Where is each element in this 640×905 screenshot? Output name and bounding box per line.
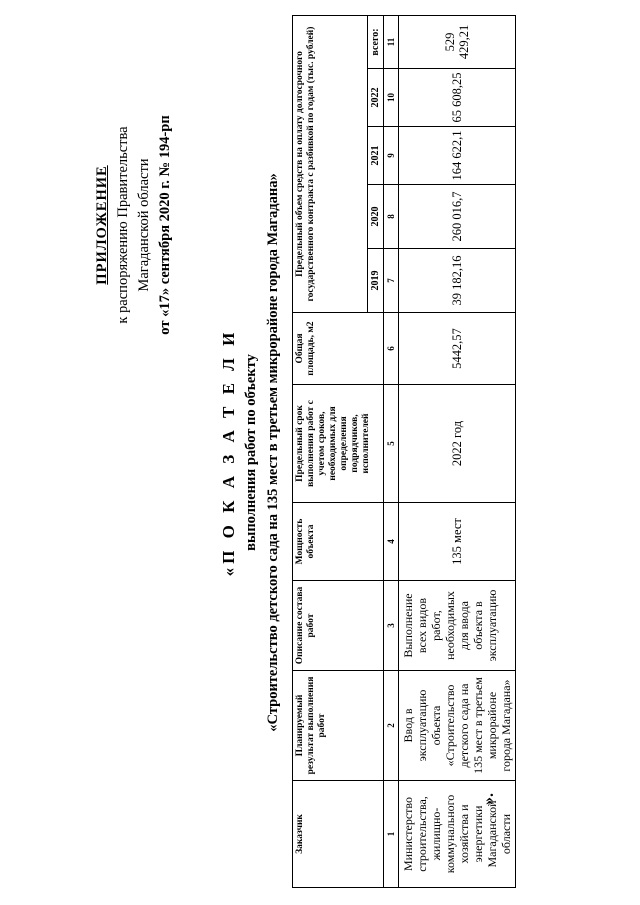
table-header-row (293, 15, 368, 887)
col-number: 6 (384, 313, 399, 385)
cell-2019: 39 182,16 (399, 249, 516, 313)
header-2021: 2021 (368, 127, 384, 185)
appendix-date: от «17» сентября 2020 г. № 194-рп (157, 115, 173, 335)
col-number: 7 (384, 249, 399, 313)
col-number: 4 (384, 503, 399, 581)
col-number: 11 (384, 15, 399, 68)
cell-capacity: 135 мест (399, 503, 516, 581)
heading-line1: «П О К А З А Т Е Л И (219, 328, 238, 577)
heading-line3: «Строительство детского сада на 135 мест в третьем микрорайоне города Магадана» (265, 173, 281, 732)
heading-line2: выполнения работ по объекту (243, 354, 259, 551)
col-number: 10 (384, 69, 399, 127)
cell-area: 5442,57 (399, 313, 516, 385)
header-area: Общая площадь, м2 (293, 313, 384, 385)
cell-2022: 65 608,25 (399, 69, 516, 127)
col-number: 3 (384, 581, 399, 671)
header-capacity: Мощность объекта (293, 503, 384, 581)
header-2019: 2019 (368, 249, 384, 313)
cell-deadline: 2022 год (399, 385, 516, 503)
table-row (399, 15, 516, 887)
indicators-table (292, 15, 516, 888)
header-description: Описание состава работ (293, 581, 384, 671)
cell-description: Выполнение всех видов работ, необходимых для ввода объекта в эксплуатацию (399, 581, 516, 671)
col-number: 9 (384, 127, 399, 185)
cell-customer: Министерство строительства, жилищно-коммунального хозяйства и энергетики Магаданской области (399, 781, 516, 888)
table-number-row (384, 15, 399, 887)
cell-2020: 260 016,7 (399, 185, 516, 249)
appendix-title: ПРИЛОЖЕНИЕ (94, 165, 110, 285)
appendix-block (92, 45, 176, 405)
header-customer: Заказчик (293, 781, 384, 888)
header-total: всего: (368, 15, 384, 68)
header-deadline: Предельный срок выполнения работ с учетом сроков, необходимых для определения подрядчиков, исполнителей (293, 385, 384, 503)
col-number: 5 (384, 385, 399, 503)
header-planned-result: Планируемый результат выполнения работ (293, 671, 384, 781)
appendix-line2: Магаданской области (136, 158, 152, 292)
header-2022: 2022 (368, 69, 384, 127)
header-2020: 2020 (368, 185, 384, 249)
header-funding: Предельный объем средств на оплату долгосрочного государственного контракта с разбивкой по годам (тыс. рублей) (293, 15, 368, 312)
col-number: 1 (384, 781, 399, 888)
cell-planned-result: Ввод в эксплуатацию объекта «Строительство детского сада на 135 мест в третьем микрорайоне города Магадана» (399, 671, 516, 781)
closing-quote: ». (480, 793, 497, 805)
cell-2021: 164 622,1 (399, 127, 516, 185)
cell-total: 529 429,21 (399, 15, 516, 68)
col-number: 2 (384, 671, 399, 781)
col-number: 8 (384, 185, 399, 249)
document-heading (218, 0, 284, 905)
appendix-line1: к распоряжению Правительства (115, 126, 131, 324)
